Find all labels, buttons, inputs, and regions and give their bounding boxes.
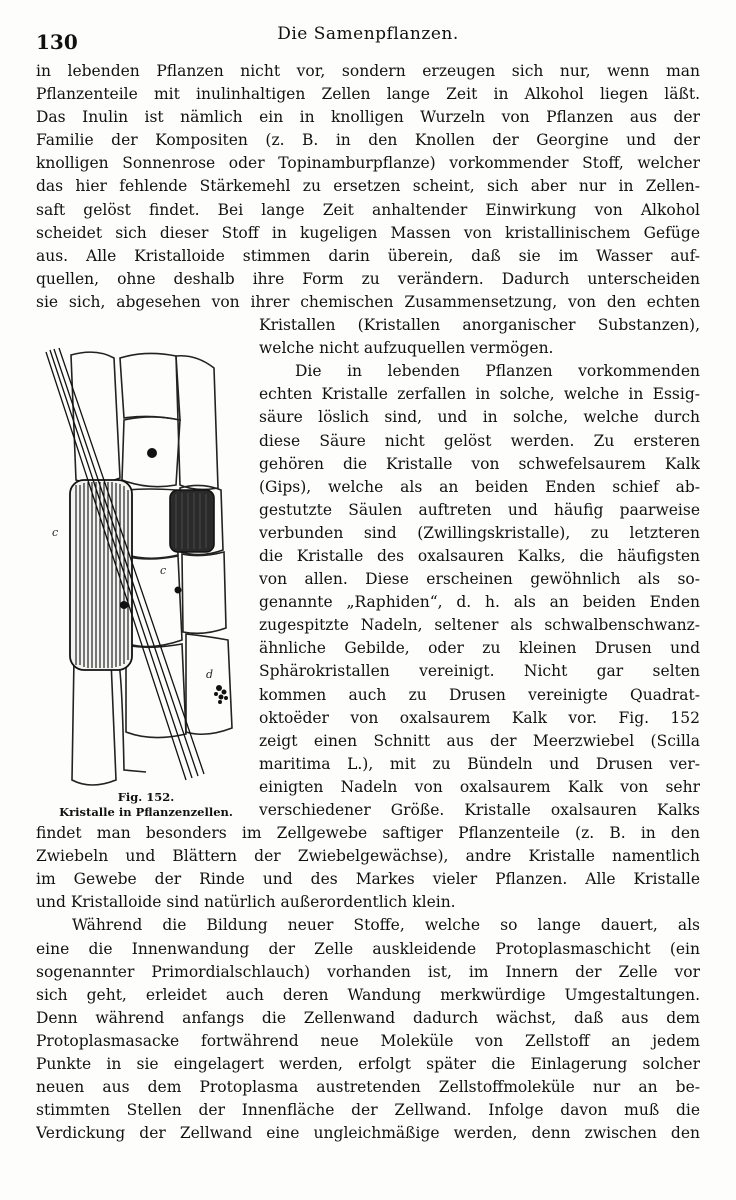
text-line: aus. Alle Kristalloide stimmen darin überein, daß sie im Wasser auf- [36, 246, 700, 265]
text-line: oktoëder von oxalsaurem Kalk vor. Fig. 152 [259, 708, 700, 727]
text-line: scheidet sich dieser Stoff in kugeligen Massen von kristallinischem Gefüge [36, 223, 700, 242]
figure-label-c: c [52, 526, 59, 539]
text-line: Während die Bildung neuer Stoffe, welche so lange dauert, als [72, 916, 700, 935]
text-line: von allen. Diese erscheinen gewöhnlich als so- [259, 570, 700, 589]
text-line: Punkte in sie eingelagert werden, erfolgt später die Einlagerung solcher [36, 1055, 700, 1074]
text-line: und Kristalloide sind natürlich außerordentlich klein. [36, 893, 456, 912]
text-line: findet man besonders im Zellgewebe saftiger Pflanzenteile (z. B. in den [36, 824, 700, 843]
text-line: Familie der Kompositen (z. B. in den Knollen der Georgine und der [36, 131, 700, 150]
text-line: welche nicht aufzuquellen vermögen. [259, 339, 554, 358]
text-line: (Gips), welche als an beiden Enden schief ab- [259, 477, 700, 496]
text-line: Pflanzenteile mit inulinhaltigen Zellen lange Zeit in Alkohol liegen läßt. [36, 85, 700, 104]
text-line: Die in lebenden Pflanzen vorkommenden [295, 362, 700, 381]
page-number: 130 [36, 30, 78, 54]
text-line: Das Inulin ist nämlich ein in knolligen Wurzeln von Pflanzen aus der [36, 108, 700, 127]
text-line: einigten Nadeln von oxalsaurem Kalk von sehr [259, 777, 700, 796]
text-line: sogenannter Primordialschlauch) vorhanden ist, im Innern der Zelle vor [36, 962, 700, 981]
text-line: zugespitzte Nadeln, seltener als schwalbenschwanz- [259, 616, 700, 635]
text-line: sie sich, abgesehen von ihrer chemischen Zusammensetzung, von den echten [36, 292, 700, 311]
text-line: maritima L.), mit zu Bündeln und Drusen ver- [259, 754, 700, 773]
text-line: stimmten Stellen der Innenfläche der Zellwand. Infolge davon muß die [36, 1101, 700, 1120]
text-line: neuen aus dem Protoplasma austretenden Zellstoffmoleküle nur an be- [36, 1078, 700, 1097]
text-line: genannte „Raphiden“, d. h. als an beiden Enden [259, 593, 700, 612]
text-line: kommen auch zu Drusen vereinigte Quadrat- [259, 685, 700, 704]
figure-number: Fig. 152. [117, 790, 175, 804]
text-line: echten Kristalle zerfallen in solche, welche in Essig- [259, 385, 700, 404]
text-line: quellen, ohne deshalb ihre Form zu verändern. Dadurch unterscheiden [36, 269, 700, 288]
text-line: Sphärokristallen vereinigt. Nicht gar selten [259, 662, 700, 681]
figure-caption: Kristalle in Pflanzenzellen. [59, 805, 233, 819]
running-head: Die Samenpflanzen. [277, 24, 459, 44]
text-line: im Gewebe der Rinde und des Markes vieler Pflanzen. Alle Kristalle [36, 870, 700, 889]
text-line: säure löslich sind, und in solche, welche durch [259, 408, 700, 427]
text-line: ähnliche Gebilde, oder zu kleinen Drusen und [259, 639, 700, 658]
body-text [36, 60, 700, 1145]
text-line: eine die Innenwandung der Zelle auskleidende Protoplasmaschicht (ein [36, 939, 700, 958]
text-line: sich geht, erleidet auch deren Wandung merkwürdige Umgestaltungen. [36, 985, 700, 1004]
text-line: knolligen Sonnenrose oder Topinamburpflanze) vorkommender Stoff, welcher [36, 154, 700, 173]
text-line: Verdickung der Zellwand eine ungleichmäßige werden, denn zwischen den [36, 1124, 700, 1143]
text-line: Protoplasmasacke fortwährend neue Moleküle von Zellstoff an jedem [36, 1031, 700, 1050]
text-line: Zwiebeln und Blättern der Zwiebelgewächse), andre Kristalle namentlich [36, 847, 700, 866]
text-line: Kristallen (Kristallen anorganischer Substanzen), [259, 316, 700, 335]
figure-label-d: d [206, 668, 214, 681]
text-line: die Kristalle des oxalsauren Kalks, die häufigsten [259, 546, 700, 565]
figure-label-c-right: c [160, 564, 167, 577]
text-line: verbunden sind (Zwillingskristalle), zu letzteren [259, 523, 700, 542]
text-line: gehören die Kristalle von schwefelsaurem Kalk [259, 454, 700, 473]
text-line: zeigt einen Schnitt aus der Meerzwiebel (Scilla [259, 731, 700, 750]
text-line: diese Säure nicht gelöst werden. Zu ersteren [259, 431, 700, 450]
text-line: in lebenden Pflanzen nicht vor, sondern erzeugen sich nur, wenn man [36, 62, 700, 80]
text-line: gestutzte Säulen auftreten und häufig paarweise [259, 500, 700, 519]
text-line: verschiedener Größe. Kristalle oxalsauren Kalks [259, 801, 700, 819]
text-line: saft gelöst findet. Bei lange Zeit anhaltender Einwirkung von Alkohol [36, 200, 700, 219]
text-line: Denn während anfangs die Zellenwand dadurch wächst, daß aus dem [36, 1008, 700, 1027]
text-line: das hier fehlende Stärkemehl zu ersetzen scheint, sich aber nur in Zellen- [36, 177, 700, 196]
